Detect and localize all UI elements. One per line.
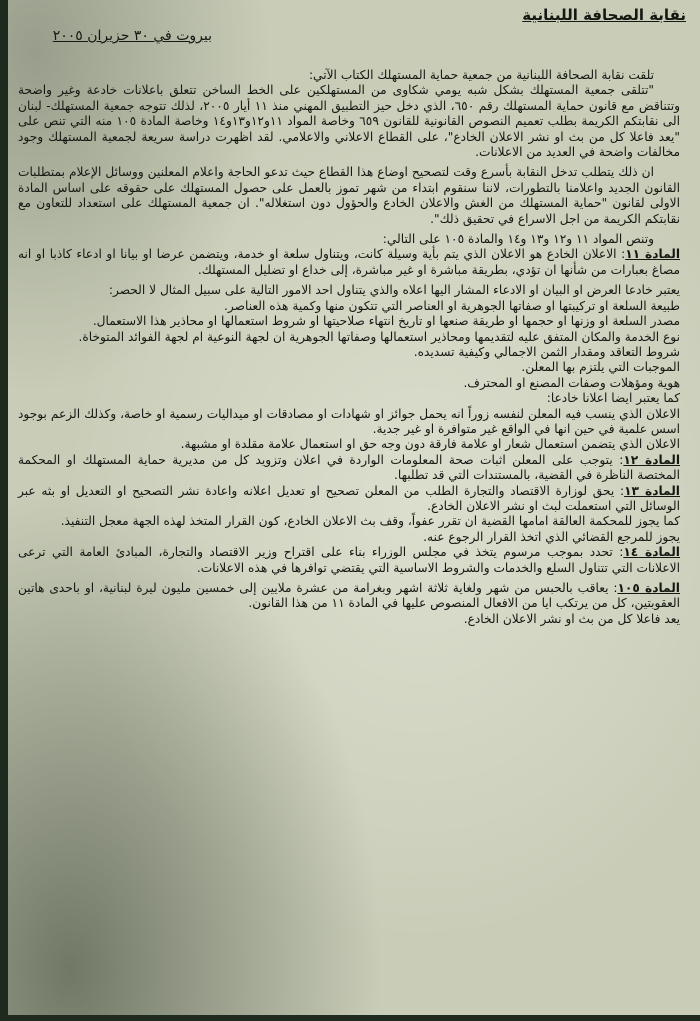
list-item: الاعلان الذي يتضمن استعمال شعار او علامة فارقة دون وجه حق او استعمال علامة مقلدة او مشبهة. — [180, 437, 680, 452]
article-14-label: المادة ١٤ — [623, 545, 680, 560]
article-11-label: المادة ١١ — [625, 247, 680, 262]
court-paragraph: كما يجوز للمحكمة العالقة امامها القضية ان تقرر عفواً، وقف بث الاعلان الخادع، كون القرار المتخذ لهذه الجهة معجل التنفيذ. — [60, 514, 680, 529]
list-item: شروط التعاقد ومقدار الثمن الاجمالي وكيفية تسديده. — [413, 344, 680, 359]
article-11 — [18, 247, 680, 278]
article-13-text: : يحق لوزارة الاقتصاد والتجارة الطلب من المعلن تصحيح او تعديل اعلانه واعادة نشر التصحيح او التعديل او بثه عبر الوسائل التي استعملت لبث او نشر الاعلان الخادع. — [18, 483, 680, 513]
article-11-text: : الاعلان الخادع هو الاعلان الذي يتم بأية وسيلة كانت، ويتناول سلعة او خدمة، ويتضمن عرضا او بيانا او ادعاء كاذبا او انه مصاغ بعبارات من شأنها ان تؤدي، بطريقة مباشرة او غير مباشرة، إلى خداع او تضليل المستهلك. — [18, 247, 680, 277]
list-item: مصدر السلعة او وزنها او حجمها او طريقة صنعها او تاريخ انتهاء صلاحيتها او شروط استعمالها او محاذير هذا الاستعمال. — [92, 314, 680, 329]
article-12-label: المادة ١٢ — [623, 452, 680, 467]
quote-paragraph-2: ان ذلك يتطلب تدخل النقابة بأسرع وقت لتصحيح اوضاع هذا القطاع حيث تدعو الحاجة واعلام المعلنين ووسائل الإعلام بمتطلبات القانون الجديد واعلامنا بالتطورات، لاننا سنقوم ابتداء من شهر تموز بالعمل على حصول المستهلك على حقوقه على اساس المادة الاولى لقانون "حماية المستهلك من الغش والاعلان الخادع والحؤول دون استغلاله". ان جمعية المستهلك على استعداد للتعاون مع نقابتكم الكريمة من اجل الاسراع في تحقيق ذلك". — [18, 165, 680, 226]
scan-edge-left — [0, 0, 8, 1021]
article-105 — [18, 581, 680, 612]
deceptive-definition: يعتبر خادعا العرض او البيان او الادعاء المشار اليها اعلاه والذي يتناول احد الامور التالية على سبيل المثال لا الحصر: — [108, 283, 680, 298]
list-item: نوع الخدمة والمكان المتفق عليه لتقديمها ومحاذير استعمالها وصفاتها الجوهرية ان لجهة النوعية ام لجهة الفوائد المتوخاة. — [78, 329, 680, 344]
article-12-text: : يتوجب على المعلن اثبات صحة المعلومات الواردة في اعلان وتزويد كل من مديرية حماية المستهلك او المحكمة المختصة الناظرة في القضية، بالمستندات التي قد تطلبها. — [18, 452, 680, 483]
article-14 — [18, 545, 680, 576]
organization-name: نقابة الصحافة اللبنانية — [522, 6, 686, 24]
article-13-label: المادة ١٣ — [624, 483, 680, 498]
list-item: الموجبات التي يلتزم بها المعلن. — [521, 360, 680, 375]
article-105-text: : يعاقب بالحبس من شهر ولغاية ثلاثة اشهر وبغرامة من عشرة ملايين إلى خمسين مليون ليرة لبنانية، او باحدى هاتين العقوبتين، كل من يرتكب ايا من الافعال المنصوص عليها في المادة ١١ من هذا القانون. — [18, 581, 680, 611]
also-deceptive-heading: كما يعتبر ايضا اعلانا خادعا: — [546, 391, 680, 406]
document-body — [18, 68, 680, 627]
appeal-paragraph: يجوز للمرجع القضائي الذي اتخذ القرار الرجوع عنه. — [423, 529, 680, 544]
article-12 — [18, 453, 680, 484]
list-item: الاعلان الذي ينسب فيه المعلن لنفسه زوراً انه يحمل جوائز او شهادات او مصادقات او ميداليات رسمية او خاصة، وكذلك الزعم بوجود اسس علمية في حين انها في الواقع غير متوافرة او غير جدية. — [18, 406, 680, 436]
article-13 — [18, 484, 680, 515]
closing-line: يعد فاعلا كل من بث او نشر الاعلان الخادع. — [463, 611, 680, 626]
list-item: طبيعة السلعة او تركيبتها او صفاتها الجوهرية او العناصر التي تتكون منها وكمية هذه العناصر. — [224, 298, 680, 313]
quote-paragraph-1: "تتلقى جمعية المستهلك بشكل شبه يومي شكاوى من المستهلكين على الخط الساخن تتعلق باعلانات خادعة وغير واضحة وتتناقض مع قانون حماية المستهلك رقم ٦٥٠، الذي دخل حيز التطبيق المهني منذ ١١ أيار ٢٠٠٥، لذلك تتوجه جمعية المستهلك- لبنان الى نقابتكم الكريمة بطلب تعميم النصوص القانونية للقانون ٦٥٩ وخاصة المواد ١١و١٢و١٣و١٤ وخاصة المادة ١٠٥ منه التي تنص على "يعد فاعلا كل من بث او نشر الاعلان الخادع"، على القطاع الاعلاني والاعلامي. لقد اظهرت دراسة سريعة لجمعية المستهلك وجود مخالفات واضحة في العديد من الاعلانات. — [18, 83, 680, 160]
article-14-text: : تحدد بموجب مرسوم يتخذ في مجلس الوزراء بناء على اقتراح وزير الاقتصاد والتجارة، المبادئ العامة التي ترعى الاعلانات التي تتناول السلع والخدمات والشروط الاساسية التي يقتضي توافرها في هذه الاعلانات. — [18, 545, 680, 575]
article-105-label: المادة ١٠٥ — [617, 581, 680, 595]
scan-edge-bottom — [0, 1015, 700, 1021]
articles-intro: وتنص المواد ١١ و١٢ و١٣ و١٤ والمادة ١٠٥ على التالي: — [382, 232, 654, 247]
list-item: هوية ومؤهلات وصفات المصنع او المحترف. — [463, 375, 680, 390]
letterhead — [522, 6, 686, 24]
intro-paragraph: تلقت نقابة الصحافة اللبنانية من جمعية حماية المستهلك الكتاب الآتي: — [308, 68, 654, 82]
document-date: بيروت في ٣٠ حزيران ٢٠٠٥ — [52, 28, 212, 44]
